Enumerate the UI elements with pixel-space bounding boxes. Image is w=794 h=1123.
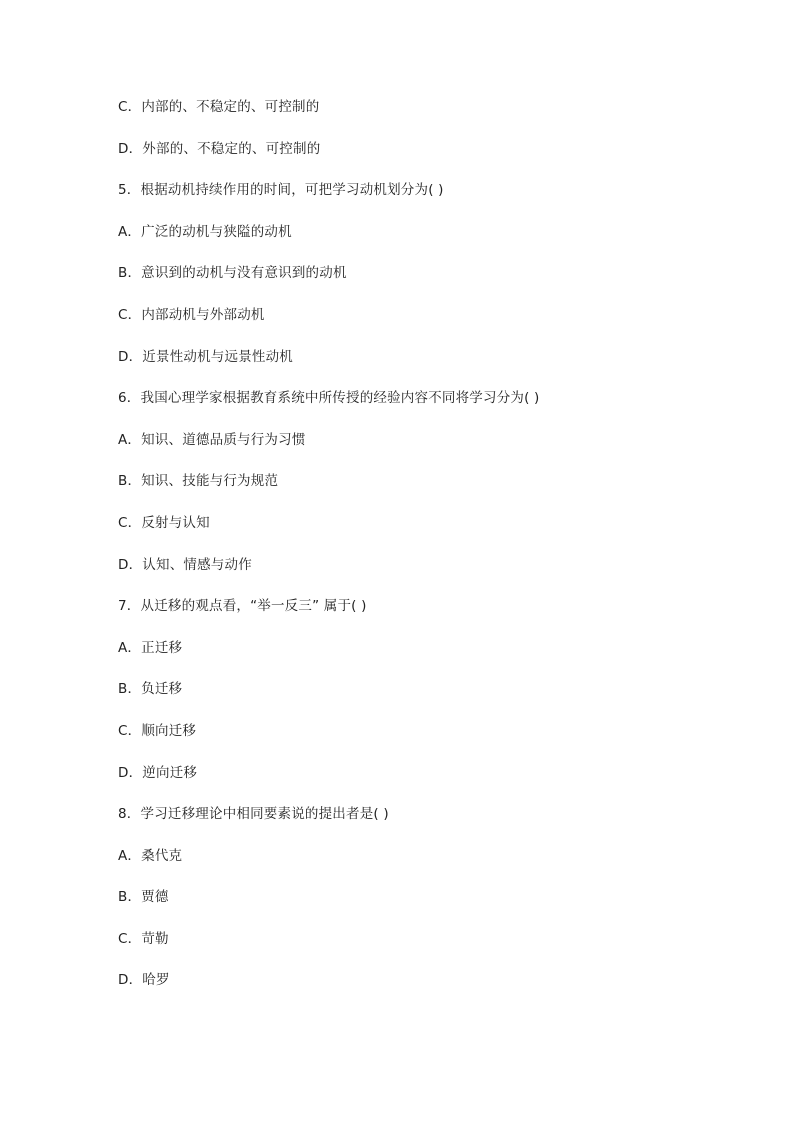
option-line: C．顺向迁移 (118, 722, 197, 739)
option-line: B．知识、技能与行为规范 (118, 473, 279, 490)
question-line: 7．从迁移的观点看，“举一反三” 属于( ) (118, 598, 367, 615)
option-line: B．意识到的动机与没有意识到的动机 (118, 265, 347, 282)
option-line: A．桑代克 (118, 847, 183, 864)
question-line: 8．学习迁移理论中相同要素说的提出者是( ) (118, 806, 389, 823)
option-line: C．内部的、不稳定的、可控制的 (118, 99, 320, 115)
option-line: D．哈罗 (118, 972, 170, 989)
option-line: B．贾德 (118, 889, 169, 906)
option-line: C．反射与认知 (118, 514, 210, 531)
option-line: C．苛勒 (118, 930, 169, 947)
option-line: A．广泛的动机与狭隘的动机 (118, 223, 292, 240)
option-line: A．正迁移 (118, 639, 183, 656)
option-line: D．逆向迁移 (118, 764, 198, 781)
option-line: B．负迁移 (118, 681, 183, 698)
option-line: D．认知、情感与动作 (118, 556, 252, 573)
option-line: A．知识、道德品质与行为习惯 (118, 431, 306, 448)
question-line: 6．我国心理学家根据教育系统中所传授的经验内容不同将学习分为( ) (118, 390, 540, 407)
option-line: C．内部动机与外部动机 (118, 306, 265, 323)
option-line: D．外部的、不稳定的、可控制的 (118, 140, 321, 157)
option-line: D．近景性动机与远景性动机 (118, 348, 293, 365)
question-list (118, 97, 738, 1012)
question-line: 5．根据动机持续作用的时间，可把学习动机划分为( ) (118, 182, 444, 199)
